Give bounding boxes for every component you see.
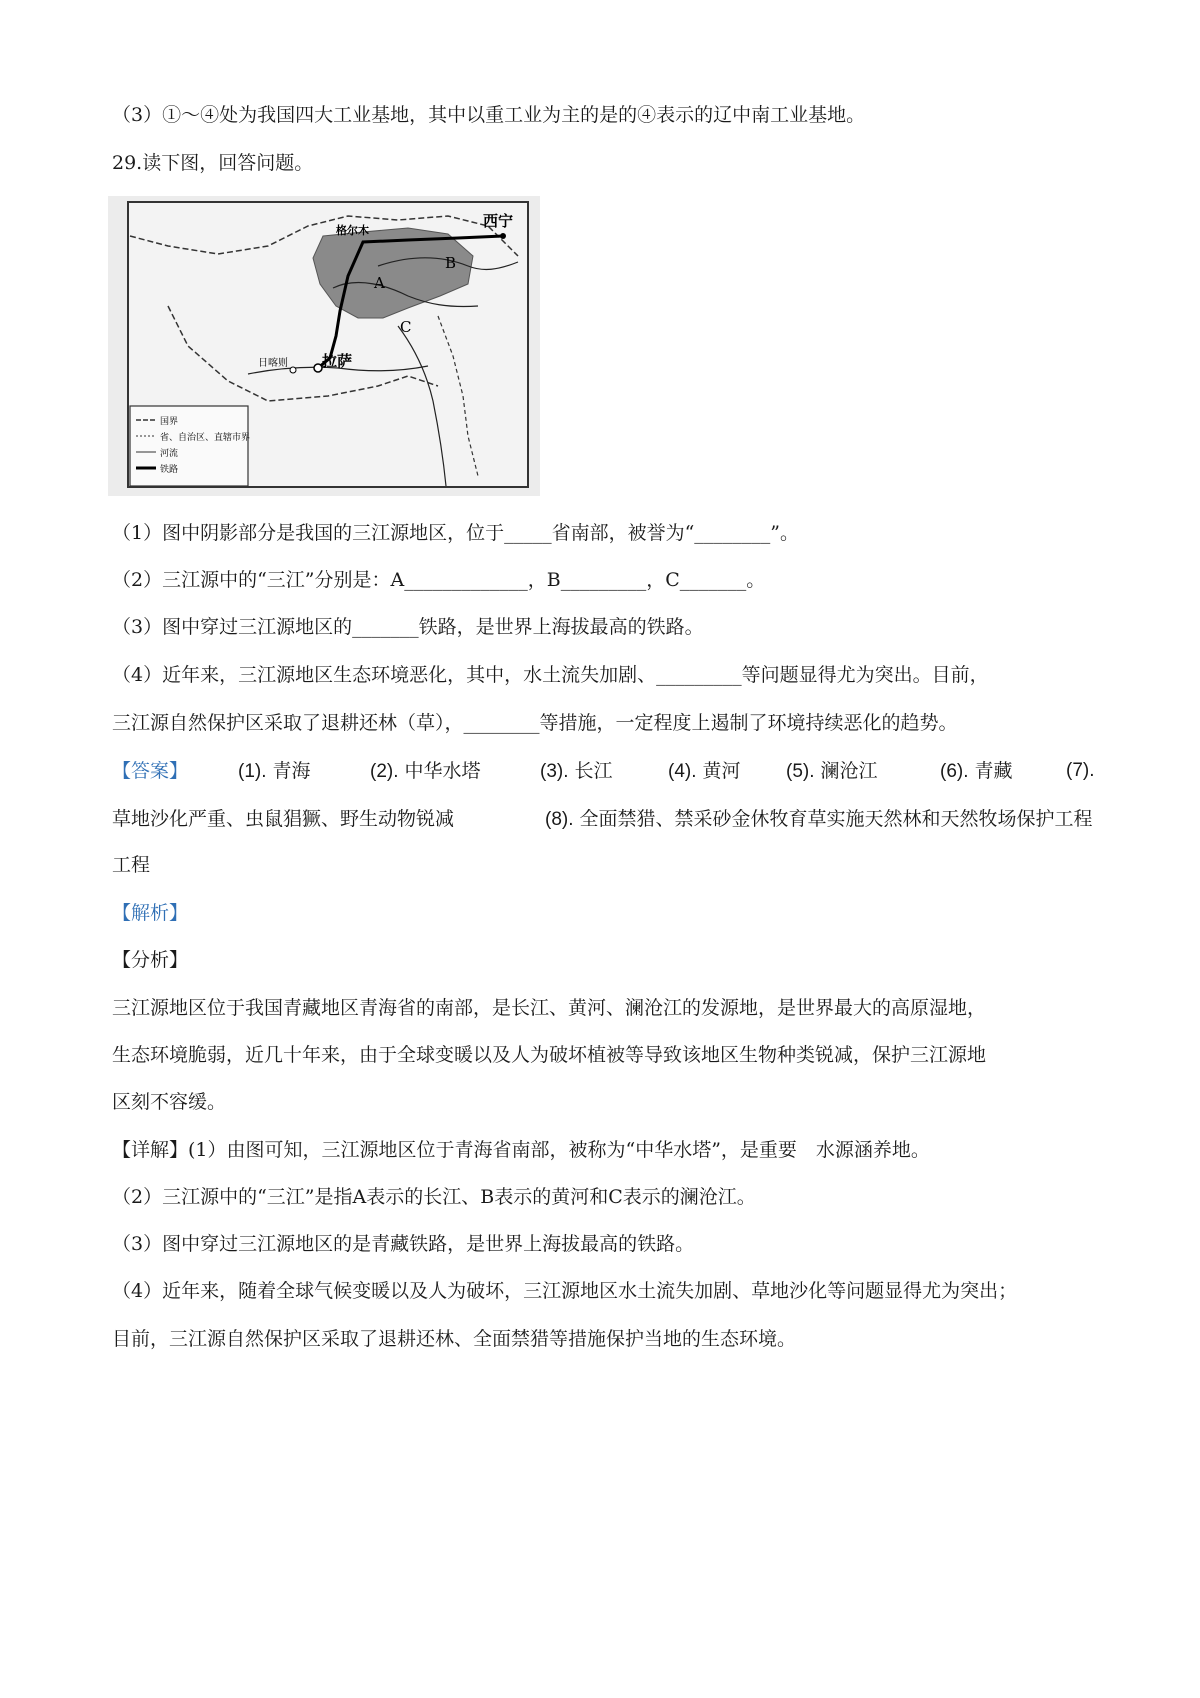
analysis-tag: 【解析】 <box>112 902 189 924</box>
answer-item-3: (3). 长江 <box>540 760 613 782</box>
label-a: A <box>374 274 385 292</box>
label-xining: 西宁 <box>483 212 514 230</box>
detail-line: 目前，三江源自然保护区采取了退耕还林、全面禁猎等措施保护当地的生态环境。 <box>112 1328 797 1350</box>
three-rivers-map <box>108 196 540 496</box>
answer-tag: 【答案】 <box>112 760 189 782</box>
legend-item: 河流 <box>160 449 179 459</box>
map-drawing <box>108 196 540 496</box>
q29-part3: （3）图中穿过三江源地区的_______铁路，是世界上海拔最高的铁路。 <box>112 616 704 638</box>
answer-item-2: (2). 中华水塔 <box>370 760 481 782</box>
fenxi-tag: 【分析】 <box>112 949 189 971</box>
answer-item-4: (4). 黄河 <box>668 760 741 782</box>
q29-part1: （1）图中阴影部分是我国的三江源地区，位于_____省南部，被誉为“________”。 <box>112 522 800 544</box>
label-c: C <box>400 318 412 336</box>
answer-item-8: (8). 全面禁猎、禁采砂金休牧育草实施天然林和天然牧场保护工程 <box>545 808 1093 830</box>
answer-item-6: (6). 青藏 <box>940 760 1013 782</box>
detail-line: （2）三江源中的“三江”是指A表示的长江、B表示的黄河和C表示的澜沧江。 <box>112 1186 756 1208</box>
q29-part4-line1: （4）近年来，三江源地区生态环境恶化，其中，水土流失加剧、_________等问题显得尤为突出。目前， <box>112 664 989 686</box>
legend-item: 铁路 <box>160 465 179 475</box>
detail-line: （4）近年来，随着全球气候变暖以及人为破坏，三江源地区水土流失加剧、草地沙化等问题显得尤为突出； <box>112 1280 1018 1302</box>
answer-item-1: (1). 青海 <box>238 760 311 782</box>
fenxi-line: 生态环境脆弱，近几十年来，由于全球变暖以及人为破坏植被等导致该地区生物种类锐减，保护三江源地 <box>112 1044 987 1066</box>
detail-line: 【详解】(1）由图可知，三江源地区位于青海省南部，被称为“中华水塔”，是重要 水源涵养地。 <box>112 1139 930 1161</box>
q29-title: 29.读下图，回答问题。 <box>112 152 314 174</box>
label-shigatse: 日喀则 <box>258 358 288 369</box>
q29-part4-line2: 三江源自然保护区采取了退耕还林（草），________等措施，一定程度上遏制了环境持续恶化的趋势。 <box>112 712 958 734</box>
fenxi-line: 区刻不容缓。 <box>112 1091 227 1113</box>
legend-item: 国界 <box>160 417 179 427</box>
fenxi-line: 三江源地区位于我国青藏地区青海省的南部，是长江、黄河、澜沧江的发源地，是世界最大的高原湿地， <box>112 997 987 1019</box>
label-b: B <box>445 254 457 272</box>
answer-item-7-text: 草地沙化严重、虫鼠猖獗、野生动物锐减 <box>112 808 455 830</box>
lhasa-dot <box>314 364 322 372</box>
answer-line3-visible: 工程 <box>112 854 151 876</box>
answer-item-7-num: (7). <box>1066 760 1095 781</box>
q28-part3: （3）①～④处为我国四大工业基地，其中以重工业为主的是的④表示的辽中南工业基地。 <box>112 104 866 126</box>
answer-item-5: (5). 澜沧江 <box>786 760 878 782</box>
legend-box <box>130 406 251 486</box>
detail-line: （3）图中穿过三江源地区的是青藏铁路，是世界上海拔最高的铁路。 <box>112 1233 695 1255</box>
label-lhasa: 拉萨 <box>322 352 353 370</box>
legend-item: 省、自治区、直辖市界 <box>160 433 251 443</box>
shigatse-dot <box>290 367 296 373</box>
q29-part2: （2）三江源中的“三江”分别是：A_____________，B_________，C_______。 <box>112 569 766 591</box>
label-golmud: 格尔木 <box>336 224 369 237</box>
xining-dot <box>500 233 506 239</box>
